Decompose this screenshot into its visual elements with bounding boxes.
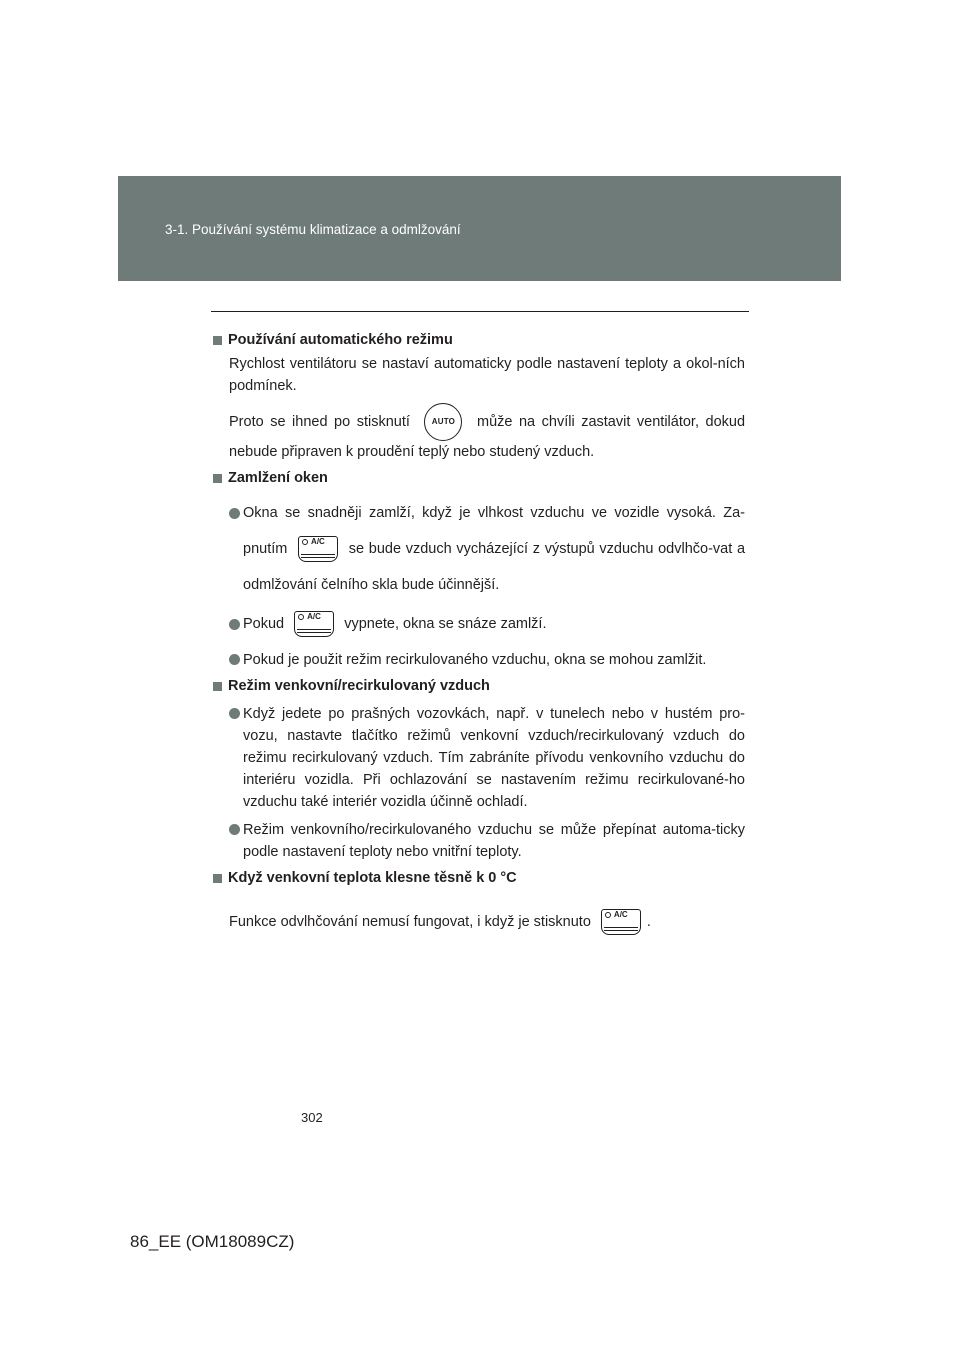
ac-button-icon: A/C — [298, 536, 338, 562]
section-heading: Zamlžení oken — [213, 467, 745, 489]
list-item: Když jedete po prašných vozovkách, např. v tunelech nebo v hustém pro-vozu, nastavte tlačítko režimů venkovní vzduch/recirkulovaný vzduch do režimu recirkulovaný vzduch. Tím zabráníte přívodu venkovního vzduchu do interiéru vozidla. Při ochlazování se nastavením režimu recirkulované-ho vzduchu také interiér vozidla účinně ochladí. — [229, 703, 745, 813]
circle-bullet-icon — [229, 824, 240, 835]
paragraph: Rychlost ventilátoru se nastaví automaticky podle nastavení teploty a okol-ních podmínek. — [229, 356, 745, 394]
section-fog — [213, 467, 745, 671]
page-number: 302 — [301, 1110, 323, 1125]
chapter-title: 3-1. Používání systému klimatizace a odmlžování — [165, 222, 461, 237]
section-recirc — [213, 675, 745, 863]
section-heading: Režim venkovní/recirkulovaný vzduch — [213, 675, 745, 697]
circle-bullet-icon — [229, 654, 240, 665]
square-bullet-icon — [213, 336, 222, 345]
square-bullet-icon — [213, 874, 222, 883]
list-item: Režim venkovního/recirkulovaného vzduchu se může přepínat automa-ticky podle nastavení teploty nebo vnitřní teploty. — [229, 819, 745, 863]
section-heading: Když venkovní teplota klesne těsně k 0 °C — [213, 867, 745, 889]
list-item: Pokud A/C vypnete, okna se snáze zamlží. — [229, 607, 745, 641]
footer-code: 86_EE (OM18089CZ) — [130, 1232, 295, 1251]
chapter-header — [118, 176, 841, 281]
section-auto — [213, 329, 745, 463]
paragraph: Funkce odvlhčování nemusí fungovat, i když je stisknuto A/C . — [229, 905, 745, 939]
section-cold — [213, 867, 745, 939]
circle-bullet-icon — [229, 619, 240, 630]
paragraph: Proto se ihned po stisknutí AUTO může na chvíli zastavit ventilátor, dokud nebude připraven k proudění teplý nebo studený vzduch. — [229, 403, 745, 463]
top-rule — [211, 311, 749, 312]
list-item: Pokud je použit režim recirkulovaného vzduchu, okna se mohou zamlžit. — [229, 649, 745, 671]
page-content — [213, 325, 745, 939]
square-bullet-icon — [213, 682, 222, 691]
ac-button-icon: A/C — [601, 909, 641, 935]
auto-button-icon: AUTO — [424, 403, 462, 441]
section-heading: Používání automatického režimu — [213, 329, 745, 351]
list-item: Okna se snadněji zamlží, když je vlhkost vzduchu ve vozidle vysoká. Za-pnutím A/C se bude vzduch vycházející z výstupů vzduchu odvlhčo-vat a odmlžování čelního skla bude účinnější. — [229, 495, 745, 603]
circle-bullet-icon — [229, 708, 240, 719]
circle-bullet-icon — [229, 508, 240, 519]
ac-button-icon: A/C — [294, 611, 334, 637]
square-bullet-icon — [213, 474, 222, 483]
